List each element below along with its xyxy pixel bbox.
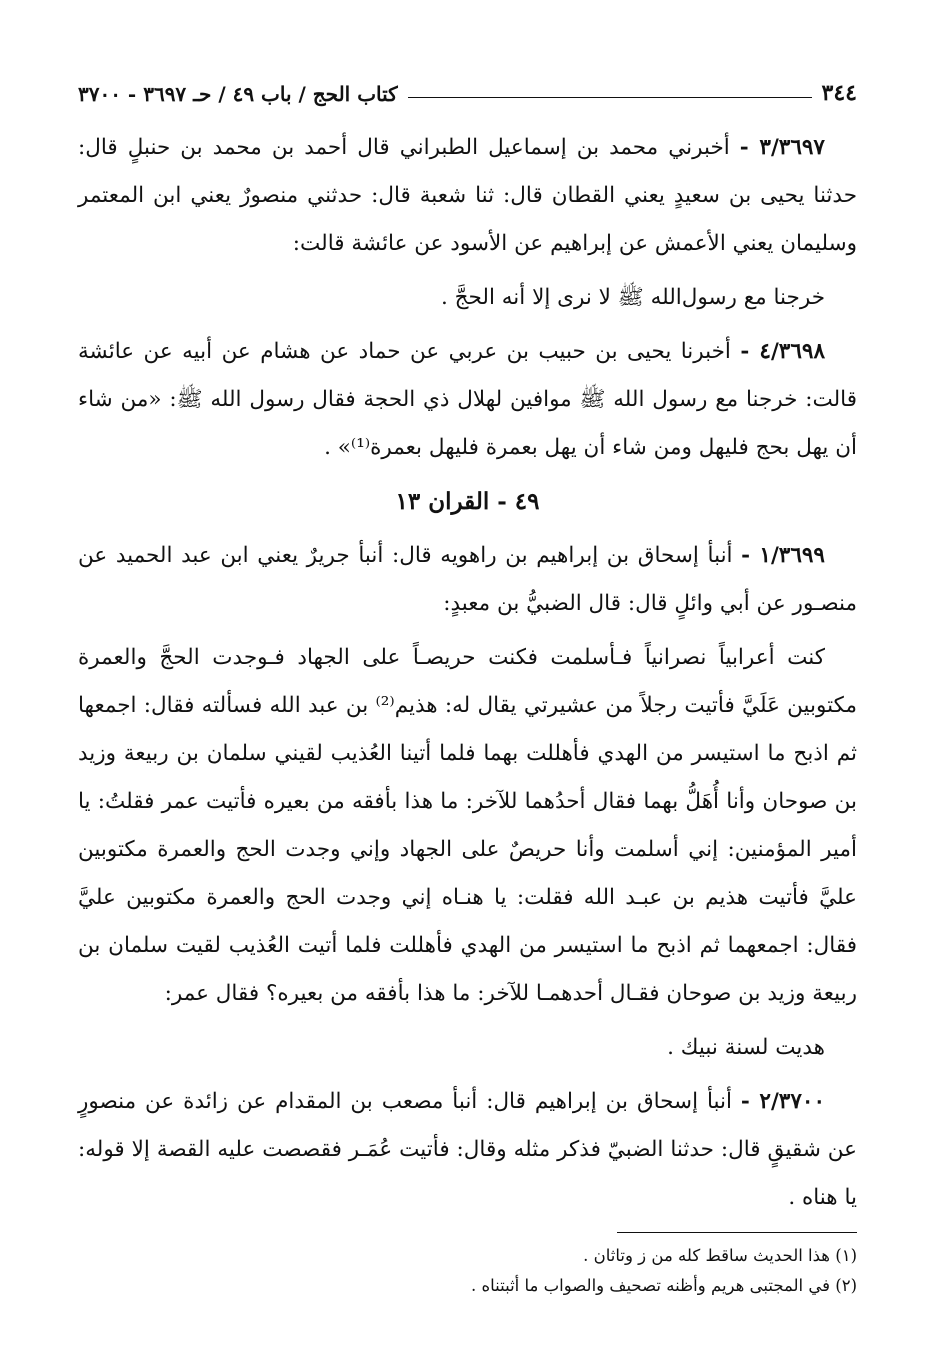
hadith-text: أخبرني محمد بن إسماعيل الطبراني قال أحمد بن محمد بن حنبلٍ قال: حدثنا يحيى بن سعيدٍ يعني القطان قال: ثنا شعبة قال: حدثني منصورٌ يعني ابن المعتمر وسليمان يعني الأعمش عن إبراهيم عن الأسود عن عائشة قالت: xyxy=(78,135,857,256)
hadith-text: هديت لسنة نبيك . xyxy=(667,1035,825,1060)
page-header xyxy=(78,72,857,106)
hadith-number: ١/٣٦٩٩ - xyxy=(741,543,825,568)
hadith-number: ٤/٣٦٩٨ - xyxy=(740,339,825,364)
page-number: ٣٤٤ xyxy=(821,80,857,106)
footnote-2: (٢) في المجتبى هريم وأظنه تصحيف والصواب ما أثبتناه . xyxy=(470,1276,857,1295)
hadith-3697-matn xyxy=(78,274,857,322)
hadith-text: كنت أعرابياً نصرانياً فـأسلمت فكنت حريصـاً على الجهاد فـوجدت الحجَّ والعمرة مكتوبين عَلَيَّ فأتيت رجلاً من عشيرتي يقال له: هذيم⁽²⁾ بن عبد الله فسألته فقال: اجمعها ثم اذبح ما استيسر من الهدي فأهللت بهما فلما أتينا العُذيب لقيني سلمان بن ربيعة وزيد بن صوحان وأنا أُهَلُّ بهما فقال أحدُهما للآخر: ما هذا بأفقه من بعيره فأتيت عمر فقلتُ: يا أمير المؤمنين: إني أسلمت وأنا حريصٌ على الجهاد وإني وجدت الحج والعمرة مكتوبين عليَّ فأتيت هذيم بن عبـد الله فقلت: يا هنـاه إني وجدت الحج والعمرة مكتوبين عليَّ فقال: اجمعهما ثم اذبح ما استيسر من الهدي فأهللت فلما أتيت العُذيب لقيت سلمان بن ربيعة وزيد بن صوحان فقـال أحدهمـا للآخر: ما هذا بأفقه من بعيره؟ فقال عمر: xyxy=(78,645,858,1006)
page-body xyxy=(78,124,857,1222)
hadith-3698 xyxy=(78,328,857,472)
footnote-rule xyxy=(617,1232,857,1233)
hadith-text: أنبأ إسحاق بن إبراهيم بن راهويه قال: أنبأ جريرٌ يعني ابن عبد الحميد عن منصـور عن أبي وائلٍ قال: قال الضبيُّ بن معبدٍ: xyxy=(78,543,857,616)
hadith-text: خرجنا مع رسول‌الله ﷺ لا نرى إلا أنه الحجَّ . xyxy=(441,285,825,310)
footnote-1: (١) هذا الحديث ساقط كله من ز وتاثان . xyxy=(583,1246,857,1265)
header-rule xyxy=(408,97,812,98)
hadith-text: أخبرنا يحيى بن حبيب بن عربي عن حماد عن هشام عن أبيه عن عائشة قالت: خرجنا مع رسول الله ﷺ موافين لهلال ذي الحجة فقال رسول الله ﷺ: «من شاء أن يهل بحج فليهل ومن شاء أن يهل بعمرة فليهل بعمرة⁽¹⁾» . xyxy=(78,339,857,460)
hadith-text: أنبأ إسحاق بن إبراهيم قال: أنبأ مصعب بن المقدام عن زائدة عن منصورٍ عن شقيقٍ قال: حدثنا الضبيّ فذكر مثله وقال: فأتيت عُمَـر فقصصت عليه القصة إلا قوله: يا هناه . xyxy=(78,1089,857,1210)
hadith-3700 xyxy=(78,1078,857,1222)
hadith-3699-ending xyxy=(78,1024,857,1072)
hadith-3699-matn xyxy=(78,634,857,1018)
footnotes xyxy=(78,1241,857,1301)
section-heading: ٤٩ - القران ١٣ xyxy=(395,488,540,515)
hadith-number: ٣/٣٦٩٧ - xyxy=(739,135,825,160)
hadith-3697 xyxy=(78,124,857,268)
hadith-number: ٢/٣٧٠٠ - xyxy=(740,1089,825,1114)
running-title: كتاب الحج / باب ٤٩ / حـ ٣٦٩٧ - ٣٧٠٠ xyxy=(78,82,398,106)
hadith-3699 xyxy=(78,532,857,628)
